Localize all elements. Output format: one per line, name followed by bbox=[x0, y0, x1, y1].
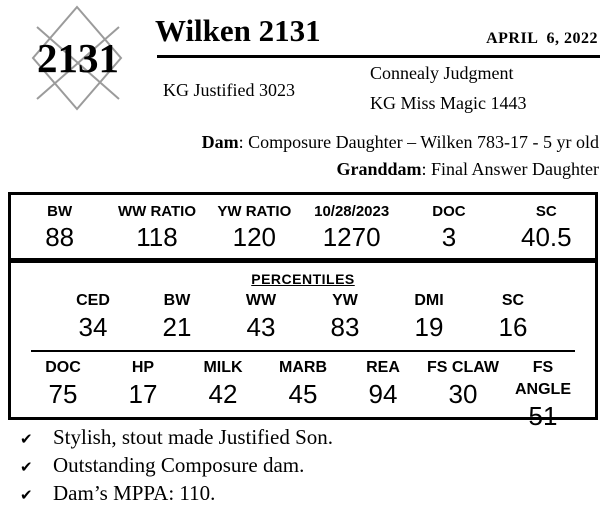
percentiles-row-1 bbox=[11, 290, 595, 342]
percentile-cell bbox=[303, 290, 387, 342]
column-header: 10/28/2023 bbox=[314, 203, 390, 220]
column-header: YW bbox=[332, 292, 358, 309]
performance-cell bbox=[206, 202, 303, 252]
epd-table bbox=[8, 192, 598, 431]
percentile-cell bbox=[503, 357, 583, 431]
sire-sire-name: Connealy Judgment bbox=[370, 63, 514, 83]
performance-cell bbox=[11, 202, 108, 252]
column-value: 40.5 bbox=[521, 222, 572, 252]
column-header: MILK bbox=[203, 359, 243, 376]
column-header: BW bbox=[163, 292, 191, 309]
column-value: 34 bbox=[78, 312, 108, 342]
percentile-cell bbox=[423, 357, 503, 431]
performance-cell bbox=[498, 202, 595, 252]
column-header: DOC bbox=[432, 203, 466, 220]
column-value: 30 bbox=[448, 379, 478, 409]
percentile-cell bbox=[183, 357, 263, 431]
column-value: 120 bbox=[232, 222, 277, 252]
note-text: Stylish, stout made Justified Son. bbox=[53, 425, 334, 449]
section-divider bbox=[11, 258, 595, 263]
column-header: SC bbox=[535, 203, 557, 220]
column-value: 17 bbox=[128, 379, 158, 409]
column-value: 94 bbox=[368, 379, 398, 409]
lot-badge bbox=[8, 2, 148, 117]
column-header: BW bbox=[47, 203, 73, 220]
column-value: 75 bbox=[48, 379, 78, 409]
lot-number: 2131 bbox=[37, 34, 119, 81]
note-text: Dam’s MPPA: 110. bbox=[53, 481, 216, 505]
check-icon: ✔ bbox=[20, 460, 33, 476]
column-value: 45 bbox=[288, 379, 318, 409]
column-header: DOC bbox=[45, 359, 81, 376]
note-item bbox=[20, 453, 333, 481]
percentile-cell bbox=[471, 290, 555, 342]
performance-cell bbox=[108, 202, 205, 252]
percentile-cell bbox=[51, 290, 135, 342]
column-value: 16 bbox=[498, 312, 528, 342]
column-header: REA bbox=[366, 359, 400, 376]
check-icon: ✔ bbox=[20, 432, 33, 448]
percentile-cell bbox=[23, 357, 103, 431]
dam-line bbox=[202, 132, 599, 153]
granddam-description: : Final Answer Daughter bbox=[421, 159, 599, 179]
dam-description: : Composure Daughter – Wilken 783-17 - 5 yr old bbox=[238, 132, 599, 152]
column-header: FS CLAW bbox=[427, 359, 499, 376]
check-icon: ✔ bbox=[20, 488, 33, 504]
column-header: YW RATIO bbox=[217, 203, 292, 220]
note-item bbox=[20, 425, 333, 453]
performance-row bbox=[11, 195, 595, 252]
performance-cell bbox=[303, 202, 400, 252]
sale-date: APRIL 6, 2022 bbox=[486, 30, 598, 47]
sire-name: KG Justified 3023 bbox=[163, 80, 295, 100]
column-value: 1270 bbox=[322, 222, 381, 252]
column-value: 21 bbox=[162, 312, 192, 342]
column-value: 19 bbox=[414, 312, 444, 342]
granddam-label: Granddam bbox=[336, 159, 422, 179]
column-header: SC bbox=[501, 292, 525, 309]
column-value: 118 bbox=[136, 222, 178, 252]
column-value: 42 bbox=[208, 379, 238, 409]
column-value: 88 bbox=[45, 222, 75, 252]
notes-list bbox=[20, 425, 333, 509]
percentiles-title: PERCENTILES bbox=[251, 271, 355, 287]
percentile-cell bbox=[135, 290, 219, 342]
percentile-cell bbox=[263, 357, 343, 431]
page-title: Wilken 2131 bbox=[155, 13, 321, 48]
column-value: 43 bbox=[246, 312, 276, 342]
sire-dam-name: KG Miss Magic 1443 bbox=[370, 93, 527, 113]
column-header: DMI bbox=[414, 292, 444, 309]
column-value: 3 bbox=[441, 222, 457, 252]
percentiles-row-2 bbox=[11, 357, 595, 431]
column-value: 51 bbox=[528, 401, 558, 431]
percentile-cell bbox=[343, 357, 423, 431]
percentile-cell bbox=[219, 290, 303, 342]
row-divider bbox=[31, 350, 575, 352]
column-header: HP bbox=[131, 359, 155, 376]
title-underline bbox=[157, 55, 600, 58]
percentile-cell bbox=[387, 290, 471, 342]
column-header: WW bbox=[245, 292, 277, 309]
note-text: Outstanding Composure dam. bbox=[53, 453, 305, 477]
note-item bbox=[20, 481, 333, 509]
column-header: MARB bbox=[279, 359, 327, 376]
percentile-cell bbox=[103, 357, 183, 431]
column-header: FS ANGLE bbox=[515, 359, 571, 398]
column-header: CED bbox=[76, 292, 110, 309]
column-value: 83 bbox=[330, 312, 360, 342]
granddam-line bbox=[337, 159, 600, 180]
performance-cell bbox=[400, 202, 497, 252]
dam-label: Dam bbox=[201, 132, 239, 152]
column-header: WW RATIO bbox=[117, 203, 197, 220]
